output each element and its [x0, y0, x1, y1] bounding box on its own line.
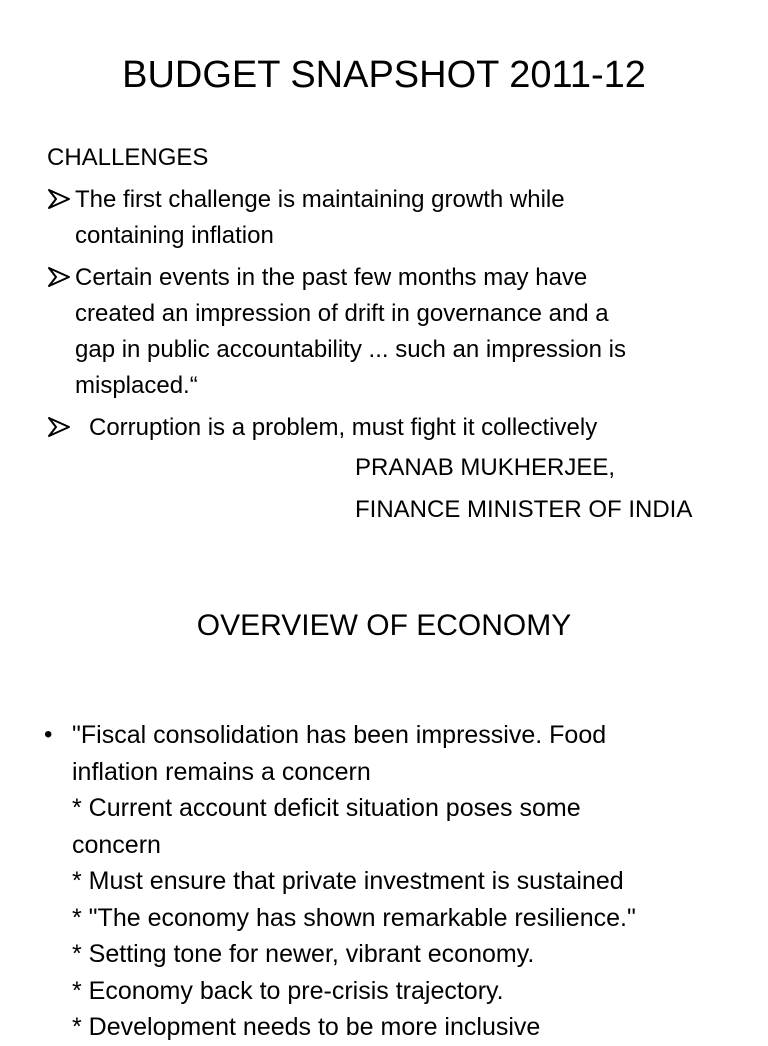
overview-line: * Must ensure that private investment is sustained: [72, 867, 624, 895]
overview-text: [72, 717, 744, 1046]
overview-line: * Setting tone for newer, vibrant economy.: [72, 940, 535, 968]
overview-bullet: [44, 717, 744, 1046]
challenge-line: containing inflation: [75, 222, 274, 249]
challenge-item: [48, 260, 728, 404]
overview-line: * Current account deficit situation poses some: [72, 794, 581, 822]
overview-line: inflation remains a concern: [72, 757, 371, 786]
challenge-item: [48, 410, 728, 446]
overview-line: * "The economy has shown remarkable resilience.": [72, 903, 636, 932]
arrow-bullet-icon: [48, 416, 70, 438]
challenge-line: gap in public accountability ... such an impression is: [75, 336, 626, 363]
overview-line: concern: [72, 830, 161, 859]
challenge-line: misplaced.“: [75, 372, 198, 399]
signature-title: FINANCE MINISTER OF INDIA: [355, 496, 693, 523]
challenge-line: The first challenge is maintaining growth while: [75, 186, 565, 213]
bullet-dot-icon: •: [44, 721, 53, 748]
challenges-heading: CHALLENGES: [47, 144, 209, 171]
page-title: BUDGET SNAPSHOT 2011-12: [122, 54, 646, 96]
arrow-bullet-icon: [48, 266, 70, 288]
challenge-line: Certain events in the past few months may have: [75, 264, 588, 291]
challenge-item: [48, 182, 728, 254]
challenge-line: created an impression of drift in governance and a: [75, 300, 609, 327]
signature-name: PRANAB MUKHERJEE,: [355, 454, 616, 481]
overview-line: * Development needs to be more inclusive: [72, 1013, 541, 1041]
challenge-line: Corruption is a problem, must fight it collectively: [89, 414, 598, 441]
overview-line: "Fiscal consolidation has been impressive. Food: [72, 721, 607, 749]
overview-line: * Economy back to pre-crisis trajectory.: [72, 976, 504, 1005]
arrow-bullet-icon: [48, 188, 70, 210]
section-title: OVERVIEW OF ECONOMY: [196, 609, 572, 642]
